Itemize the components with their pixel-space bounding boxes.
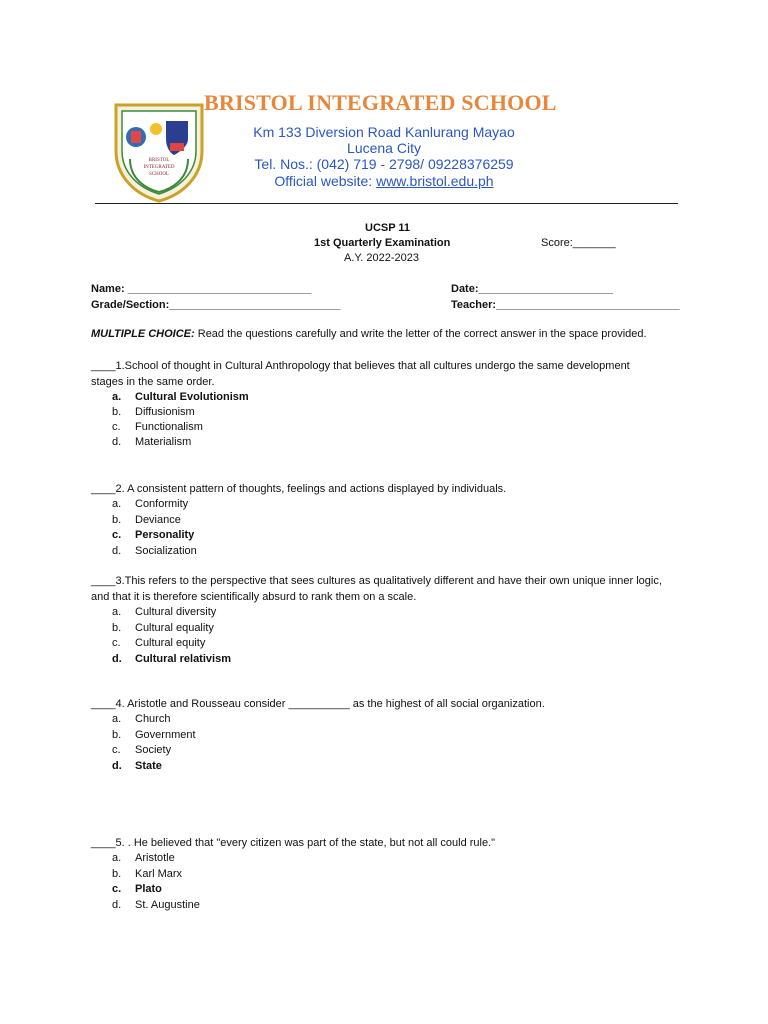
q3-option-b: Cultural equality: [135, 622, 214, 634]
q4-option-b: Government: [135, 729, 196, 741]
q2-option-a: Conformity: [135, 498, 189, 510]
q5-option-b: Karl Marx: [135, 868, 183, 880]
q3-option-a-letter: a.: [112, 606, 122, 618]
q4-option-c: Society: [135, 744, 172, 756]
score-field[interactable]: Score:_______: [541, 237, 616, 249]
q4-option-a: Church: [135, 713, 171, 725]
q5-option-d: St. Augustine: [135, 899, 200, 911]
q3-option-b-letter: b.: [112, 622, 122, 634]
school-logo: [112, 99, 206, 203]
q1-option-c-letter: c.: [112, 421, 121, 433]
q4-option-b-letter: b.: [112, 729, 122, 741]
website-link[interactable]: www.bristol.edu.ph: [376, 173, 494, 189]
svg-text:INTEGRATED: INTEGRATED: [143, 165, 175, 170]
name-field[interactable]: Name: ______________________________: [91, 283, 312, 295]
instructions: [91, 328, 647, 340]
phone-numbers: Tel. Nos.: (042) 719 - 2798/ 09228376259: [254, 156, 514, 172]
q3-option-c-letter: c.: [112, 637, 121, 649]
q4-option-c-letter: c.: [112, 744, 121, 756]
q1-option-d-letter: d.: [112, 436, 122, 448]
address-line-2: Lucena City: [347, 140, 421, 156]
question-5-line-1: ____5. . He believed that "every citizen was part of the state, but not all could rule.": [91, 837, 496, 849]
q2-option-c: Personality: [135, 529, 195, 541]
teacher-field[interactable]: Teacher:______________________________: [451, 299, 680, 311]
q4-option-a-letter: a.: [112, 713, 122, 725]
instructions-label: MULTIPLE CHOICE:: [91, 328, 195, 340]
q5-option-a: Aristotle: [135, 852, 175, 864]
grade-section-field[interactable]: Grade/Section:____________________________: [91, 299, 341, 311]
q5-option-d-letter: d.: [112, 899, 122, 911]
q5-option-c-letter: c.: [112, 883, 122, 895]
address-line-1: Km 133 Diversion Road Kanlurang Mayao: [253, 124, 515, 140]
q2-option-d: Socialization: [135, 545, 197, 557]
website-label: Official website:: [274, 173, 377, 189]
q1-option-b: Diffusionism: [135, 406, 195, 418]
instructions-text: Read the questions carefully and write the letter of the correct answer in the space provided.: [194, 328, 647, 340]
q5-option-c: Plato: [135, 883, 162, 895]
q3-option-d: Cultural relativism: [135, 653, 231, 665]
question-1-line-2: stages in the same order.: [91, 376, 215, 388]
q4-option-d-letter: d.: [112, 760, 122, 772]
header-divider: [95, 203, 678, 204]
q2-option-d-letter: d.: [112, 545, 122, 557]
q1-option-a-letter: a.: [112, 391, 122, 403]
q1-option-c: Functionalism: [135, 421, 203, 433]
school-name: BRISTOL INTEGRATED SCHOOL: [204, 90, 557, 115]
q2-option-b-letter: b.: [112, 514, 122, 526]
website-line: [234, 173, 534, 189]
q5-option-a-letter: a.: [112, 852, 122, 864]
question-4-line-1: ____4. Aristotle and Rousseau consider __________ as the highest of all social organization.: [91, 698, 545, 710]
question-2-line-1: ____2. A consistent pattern of thoughts, feelings and actions displayed by individuals.: [91, 483, 507, 495]
svg-text:SCHOOL: SCHOOL: [148, 172, 170, 177]
exam-title: 1st Quarterly Examination: [314, 237, 451, 249]
date-field[interactable]: Date:______________________: [451, 283, 614, 295]
q1-option-a: Cultural Evolutionism: [135, 391, 249, 403]
q3-option-c: Cultural equity: [135, 637, 206, 649]
exam-year: A.Y. 2022-2023: [344, 252, 420, 264]
question-1-line-1: ____1.School of thought in Cultural Anthropology that believes that all cultures undergo the same development: [91, 360, 630, 372]
svg-text:BRISTOL: BRISTOL: [148, 158, 170, 163]
q5-option-b-letter: b.: [112, 868, 122, 880]
question-3-line-2: and that it is therefore scientifically absurd to rank them on a scale.: [91, 591, 417, 603]
question-3-line-1: ____3.This refers to the perspective that sees cultures as qualitatively different and have their own unique inner logic,: [91, 575, 662, 587]
q3-option-a: Cultural diversity: [135, 606, 217, 618]
q2-option-a-letter: a.: [112, 498, 122, 510]
q4-option-d: State: [135, 760, 162, 772]
exam-subject: UCSP 11: [365, 222, 411, 234]
q1-option-b-letter: b.: [112, 406, 122, 418]
q3-option-d-letter: d.: [112, 653, 122, 665]
q2-option-c-letter: c.: [112, 529, 122, 541]
q1-option-d: Materialism: [135, 436, 192, 448]
q2-option-b: Deviance: [135, 514, 181, 526]
